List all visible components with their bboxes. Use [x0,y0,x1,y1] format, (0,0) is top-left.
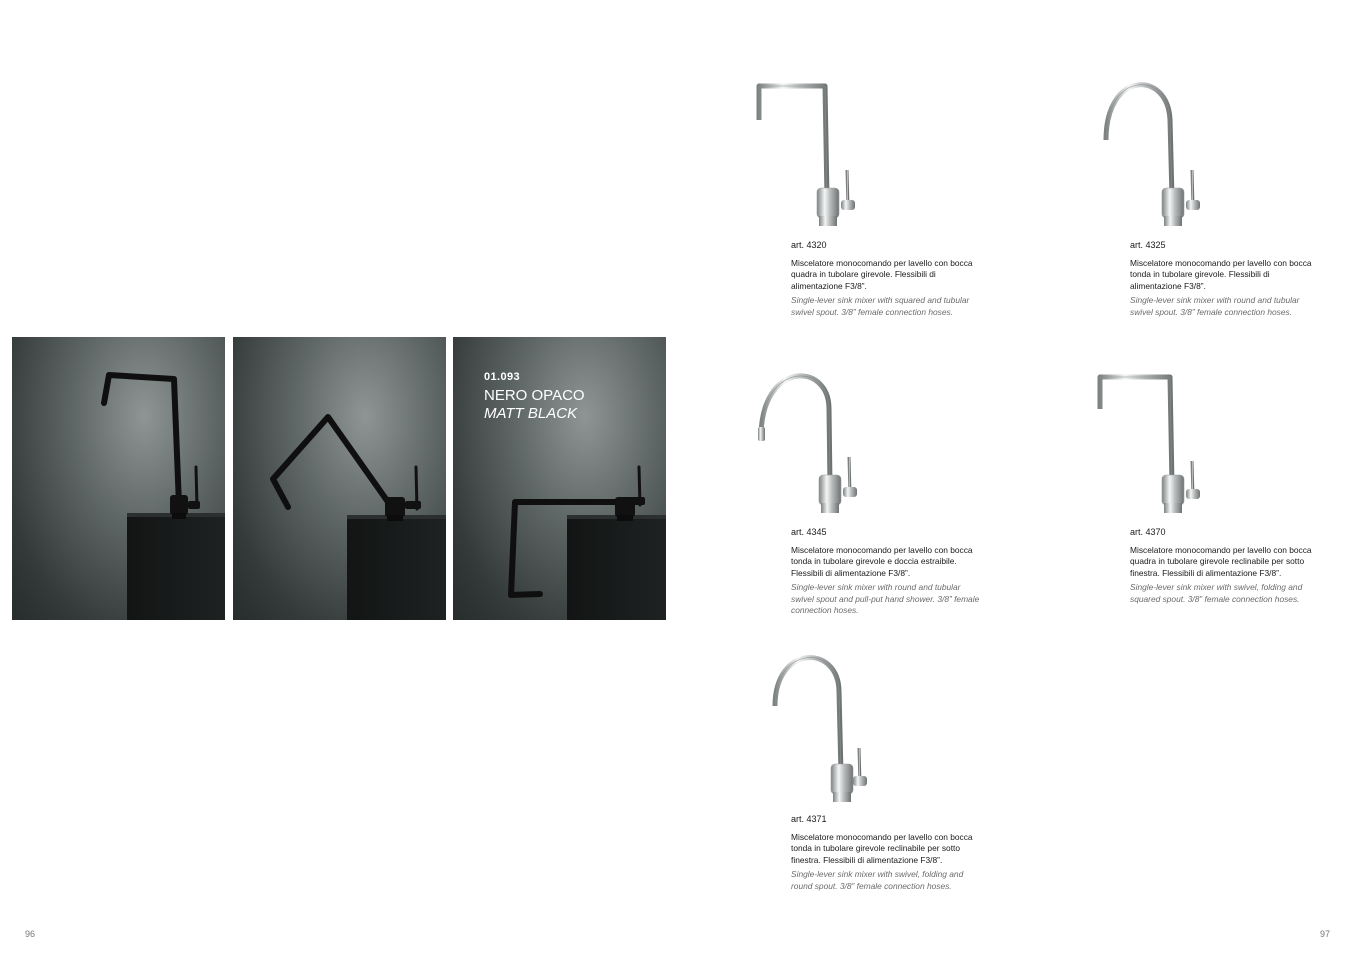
photo-black-faucet-reclined-spout [453,337,666,620]
finish-label [484,371,585,423]
product-image-4325 [1094,80,1224,236]
product-info-4345 [791,527,981,616]
product-info-4370 [1130,527,1320,605]
description-english: Single-lever sink mixer with swivel, folding and squared spout. 3/8” female connection hoses. [1130,582,1303,604]
page-number-left: 96 [25,929,36,939]
product-image-4345 [755,367,885,523]
description-italian: Miscelatore monocomando per lavello con bocca quadra in tubolare girevole reclinabile per sotto finestra. Flessibili di alimentazione F3/8”. [1130,545,1312,578]
product-image-4371 [769,654,899,810]
product-info-4320 [791,240,981,318]
article-number: art. 4371 [791,814,827,824]
photo-black-faucet-folded-spout [233,337,446,620]
finish-name-english: MATT BLACK [484,405,578,423]
finish-code: 01.093 [484,371,521,383]
article-number: art. 4345 [791,527,827,537]
product-image-4370 [1094,367,1224,523]
product-info-4325 [1130,240,1320,318]
product-image-4320 [755,80,885,236]
finish-name-italian: NERO OPACO [484,387,585,405]
description-english: Single-lever sink mixer with squared and tubular swivel spout. 3/8” female connection hoses. [791,295,970,317]
description-italian: Miscelatore monocomando per lavello con bocca tonda in tubolare girevole reclinabile per sotto finestra. Flessibili di alimentazione F3/8”. [791,832,973,865]
description-italian: Miscelatore monocomando per lavello con bocca tonda in tubolare girevole e doccia estraibile. Flessibili di alimentazione F3/8”. [791,545,973,578]
right-page [678,0,1356,959]
description-italian: Miscelatore monocomando per lavello con bocca quadra in tubolare girevole. Flessibili di alimentazione F3/8”. [791,258,973,291]
description-english: Single-lever sink mixer with round and tubular swivel spout and pull-put hand shower. 3/8” female connection hoses. [791,582,980,616]
photo-black-faucet-square-spout [12,337,225,620]
description-english: Single-lever sink mixer with round and tubular swivel spout. 3/8” female connection hoses. [1130,295,1300,317]
product-info-4371 [791,814,981,892]
page-number-right: 97 [1319,929,1330,939]
description-english: Single-lever sink mixer with swivel, folding and round spout. 3/8” female connection hoses. [791,869,964,891]
article-number: art. 4370 [1130,527,1166,537]
article-number: art. 4320 [791,240,827,250]
description-italian: Miscelatore monocomando per lavello con bocca tonda in tubolare girevole. Flessibili di alimentazione F3/8”. [1130,258,1312,291]
article-number: art. 4325 [1130,240,1166,250]
